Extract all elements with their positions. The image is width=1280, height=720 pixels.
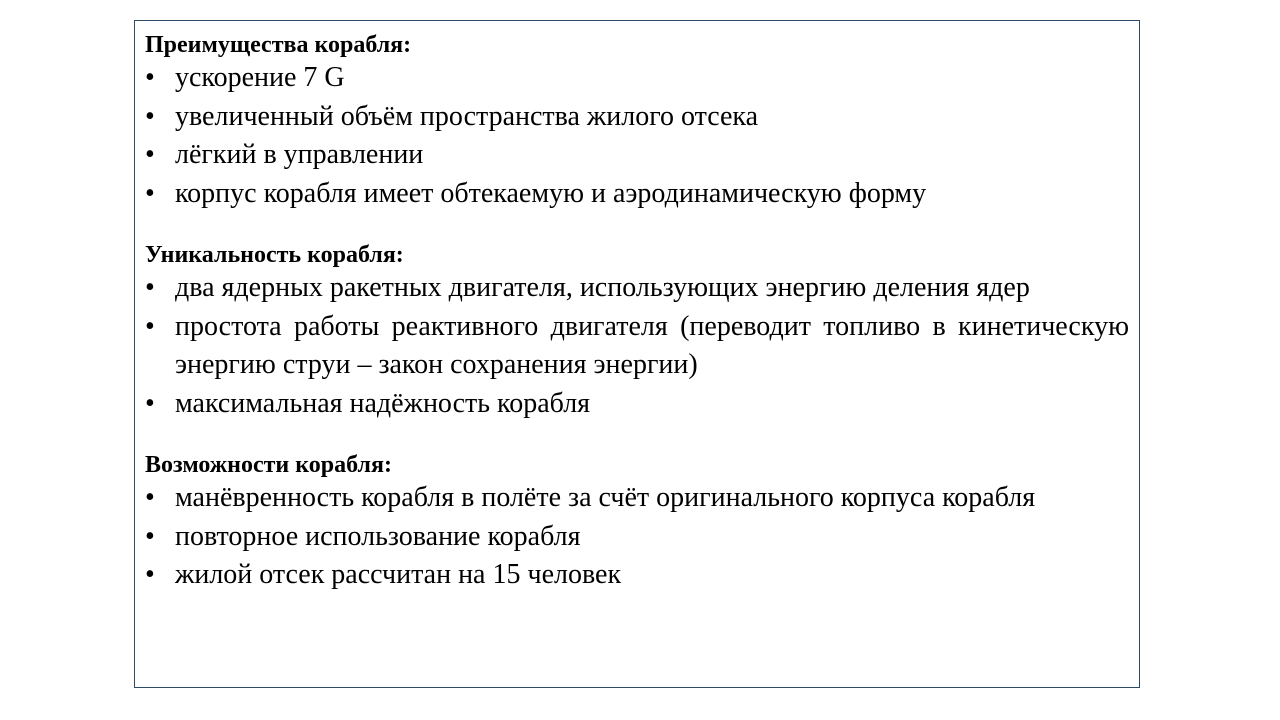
list-item-text: корпус корабля имеет обтекаемую и аэродинамическую форму	[175, 177, 927, 209]
section-title-uniqueness: Уникальность корабля:	[145, 242, 404, 268]
list-item	[145, 59, 1129, 98]
list-item-text: максимальная надёжность корабля	[175, 387, 591, 419]
bullet-icon: •	[145, 559, 155, 590]
bullet-icon: •	[145, 139, 155, 170]
list-item-text: манёвренность корабля в полёте за счёт оригинального корпуса корабля	[175, 482, 1036, 513]
list-item-text: простота работы реактивного двигателя (переводит топливо в кинетическую энергию струи – закон сохранения энергии)	[175, 310, 1129, 380]
list-item	[145, 136, 1129, 175]
list-item	[145, 385, 1129, 424]
capabilities-list	[145, 479, 1129, 595]
list-item-text: лёгкий в управлении	[175, 139, 424, 170]
list-item	[145, 556, 1129, 595]
list-item-text: жилой отсек рассчитан на 15 человек	[175, 559, 622, 590]
bullet-icon: •	[145, 177, 155, 209]
uniqueness-list	[145, 269, 1129, 423]
list-item-text: повторное использование корабля	[175, 520, 581, 552]
bullet-icon: •	[145, 387, 155, 419]
bullet-icon: •	[145, 272, 155, 303]
content-box	[134, 20, 1140, 688]
section-title-advantages: Преимущества корабля:	[145, 32, 412, 58]
list-item-text: увеличенный объём пространства жилого отсека	[175, 100, 759, 132]
list-item	[145, 518, 1129, 557]
bullet-icon: •	[145, 62, 155, 93]
list-item-text: два ядерных ракетных двигателя, использующих энергию деления ядер	[175, 272, 1030, 303]
list-item	[145, 308, 1129, 385]
section-title-capabilities: Возможности корабля:	[145, 452, 392, 478]
list-item	[145, 479, 1129, 518]
list-item	[145, 98, 1129, 137]
list-item	[145, 175, 1129, 214]
bullet-icon: •	[145, 100, 155, 132]
bullet-icon: •	[145, 482, 155, 513]
advantages-list	[145, 59, 1129, 213]
bullet-icon: •	[145, 520, 155, 552]
list-item-text: ускорение 7 G	[175, 62, 345, 93]
list-item	[145, 269, 1129, 308]
bullet-icon: •	[145, 310, 155, 342]
